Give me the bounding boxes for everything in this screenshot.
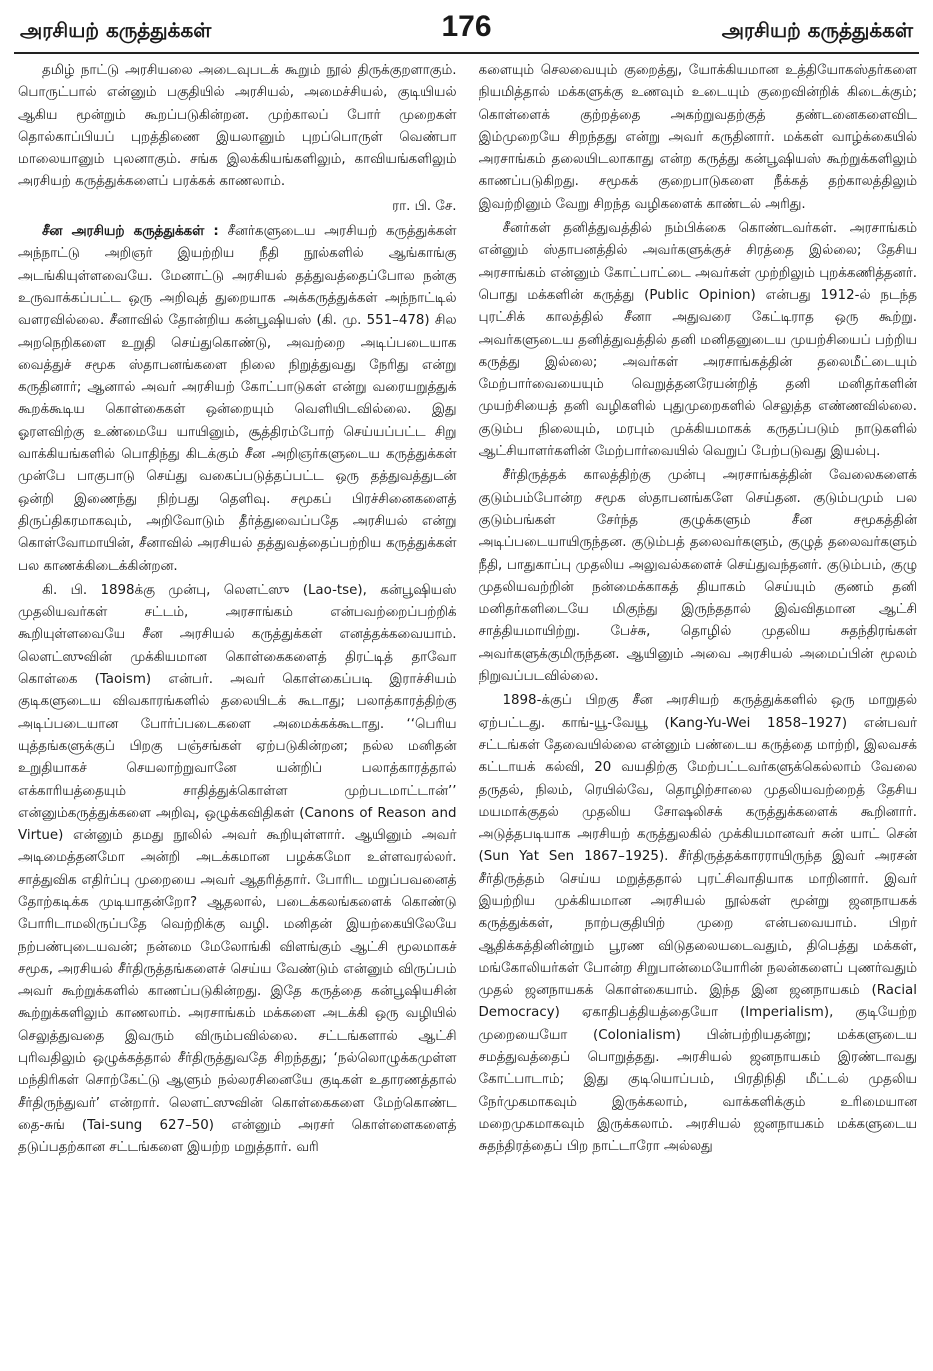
author-signature: ரா. பி. சே.: [392, 198, 457, 214]
section-title: சீன அரசியற் கருத்துக்கள் :: [42, 224, 219, 240]
text-columns: [18, 60, 917, 1365]
section-body: சீனர்களுடைய அரசியற் கருத்துக்கள் அந்நாட்டு அறிஞர் இயற்றிய நீதி நூல்களில் ஆங்காங்கு அடங்கியுள்ளவையே. மேனாட்டு அரசியல் தத்துவத்தைப்போல நன்கு உருவாக்கப்பட்ட ஒரு அறிவுத் துறையாக அக்கருத்துக்கள் அந்நாட்டில் வளரவில்லை. சீனாவில் தோன்றிய கன்பூஷியஸ் (கி. மு. 551–478) சில அறநெறிகளை உறுதி செய்துகொண்டு, அவற்றை அடிப்படையாக வைத்துச் சமூக ஸ்தாபனங்களை நிலை நிறுத்துவது நேரிது என்று கருதினார்; ஆனால் அவர் அரசியற் கோட்பாடுகள் என்று வரையறுத்துக் கூறக்கூடிய கொள்கைகள் ஒன்றையும் வெளியிடவில்லை. இது ஓரளவிற்கு உண்மையே யாயினும், சூத்திரம்போற் செய்யப்பட்ட சிறு வாக்கியங்களில் பொதிந்து கிடக்கும் சீன அறிஞர்களுடைய கருத்துக்கள் முன்பே பாகுபாடு செய்து வகைப்படுத்தப்பட்ட ஒரு தத்துவத்துடன் ஒன்றி இணைந்து நிற்பது தெளிவு. சமூகப் பிரச்சினைகளைத் திருப்திகரமாகவும், அறிவோடும் தீர்த்துவைப்பதே அரசியல் என்று கொள்வோமாயின், சீனாவில் அரசியல் தத்துவத்தைப்பற்றிய கருத்துக்கள் பல காணக்கிடைக்கின்றன.: [18, 224, 457, 574]
paragraph-individualism: சீனர்கள் தனித்துவத்தில் நம்பிக்கை கொண்டவர்கள். அரசாங்கம் என்னும் ஸ்தாபனத்தில் அவர்களுக்குச் சிரத்தை இல்லை; தேசிய அரசாங்கம் என்னும் கோட்பாட்டை அவர்கள் முற்றிலும் புறக்கணித்தனர். பொது மக்களின் கருத்து (Public Opinion) என்பது 1912-ல் நடந்த புரட்சிக் காலத்தில் சீனா அதுவரை கேட்டிராத ஒரு கூற்று. அவர்களுடைய தனித்துவத்தில் தனி மனிதனுடைய முயற்சியைப் பற்றிய கருத்து இல்லை; அவர்கள் அரசாங்கத்தின் தலைமீட்டையும் மேற்பார்வையையும் வெறுத்தனரேயன்றித் தனி மனிதர்களின் முயற்சியைத் தனி வழிகளில் புதுமுறைகளில் செலுத்த எண்ணவில்லை. குடும்ப நிலையும், மரபும் முக்கியமாகக் கருதப்படும் நாடுகளில் ஆட்சியாளர்களின் மேற்பார்வையில் வெறுப் பேற்படுவது இயல்பு.: [478, 221, 917, 460]
paragraph-after-1898: 1898-க்குப் பிறகு சீன அரசியற் கருத்துக்களில் ஒரு மாறுதல் ஏற்பட்டது. காங்-யூ-வேயூ (Kang-Yu-Wei 1858–1927) என்பவர் சட்டங்கள் தேவையில்லை என்னும் பண்டைய கருத்தை மாற்றி, இலவசக் கட்டாயக் கல்வி, 20 வயதிற்கு மேற்பட்டவர்களுக்கெல்லாம் வேலை தருதல், நிலம், ரெயில்வே, தொழிற்சாலை முதலியவற்றைத் தேசிய மயமாக்குதல் முதலிய சோஷலிசக் கருத்துக்களைக் கூறினார். அடுத்தபடியாக அரசியற் கருத்துலகில் முக்கியமானவர் சுன் யாட் சென் (Sun Yat Sen 1867–1925). சீர்திருத்தக்காரராயிருந்த இவர் அரசன் சீர்திருத்தம் செய்ய மறுத்ததால் புரட்சிவாதியாக மாறினார். இவர் இயற்றிய முக்கியமான அரசியல் நூல்கள் மூன்று ஜனநாயகக் கருத்துக்கள், நாற்பகுதியிற் முறை என்பவையாம். பிறர் ஆதிக்கத்தினின்றும் பூரண விடுதலையடைவதும், திபெத்து மக்கள், மங்கோலியர்கள் போன்ற சிறுபான்மையோரின் நலன்களைப் புணர்வதும் முதல் ஜனநாயகக் கொள்கையாம். இந்த இன ஜனநாயகம் (Racial Democracy) ஏகாதிபத்தியத்தையோ (Imperialism), குடியேற்ற முறையையோ (Colonialism) பின்பற்றியதன்று; மக்களுடைய சமத்துவத்தைப் பொறுத்தது. அரசியல் ஜனநாயகம் இரண்டாவது கோட்பாடாம்; இது குடியொப்பம், பிரதிநிதி மீட்டல் முதலிய நேர்முகமாகவும் இருக்கலாம், வாக்களிக்கும் உரிமையான மறைமுகமாகவும் இருக்கலாம். அரசியல் ஜனநாயகம் மக்களுடைய சுதந்திரத்தைப் பிற நாட்டாரோ அல்லது: [478, 693, 917, 1155]
intro-paragraph: தமிழ் நாட்டு அரசியலை அடைவுபடக் கூறும் நூல் திருக்குறளாகும். பொருட்பால் என்னும் பகுதியில் அரசியல், அமைச்சியல், குடியியல் ஆகிய மூன்றும் கூறப்படுகின்றன. முற்காலப் போர் முறைகள் தொல்காப்பியப் புறத்திணை இயலானும் புறப்பொருள் வெண்பா மாலையானும் புலனாகும். சங்க இலக்கியங்களிலும், காவியங்களிலும் அரசியற் கருத்துக்களைப் பரக்கக் காணலாம்.: [18, 63, 457, 190]
page-header: [14, 8, 919, 54]
right-column: [479, 60, 918, 1365]
paragraph-family-institutions: சீர்திருத்தக் காலத்திற்கு முன்பு அரசாங்கத்தின் வேலைகளைக் குடும்பம்போன்ற சமூக ஸ்தாபனங்களே செய்தன. குடும்பமும் பல குடும்பங்கள் சேர்ந்த குழுக்களும் சீன சமூகத்தின் அடிப்படையாயிருந்தன. குடும்பத் தலைவர்களும், குழுத் தலைவர்களும் நீதி, பாதுகாப்பு முதலிய அலுவல்களைச் செய்துவந்தனர். குடும்பம், குழு முதலியவற்றின் நன்மைக்காகத் தியாகம் செய்யும் குணம் தனி மனிதர்களிடையே மிகுந்து இருந்ததால் இவ்விதமான ஆட்சி சாத்தியமாயிற்று. பேச்சு, தொழில் முதலிய சுதந்திரங்கள் அவர்களுக்குமிருந்தன. ஆயினும் அவை அரசியல் அமைப்பின் மூலம் நிறுவப்படவில்லை.: [478, 468, 917, 685]
running-title-right: அரசியற் கருத்துக்கள்: [721, 18, 913, 42]
running-title-left: அரசியற் கருத்துக்கள்: [20, 18, 212, 42]
section-paragraph: [18, 221, 457, 578]
page-number: 176: [441, 10, 492, 43]
continued-paragraph: களையும் செலவையும் குறைத்து, யோக்கியமான உத்தியோகஸ்தர்களை நியமித்தால் மக்களுக்கு உணவும் உடையும் குறைவின்றிக் கிடைக்கும்; கொள்ளைக் குற்றத்தை அகற்றுவதற்குத் தண்டனைகளைவிட இம்முறையே சிறந்தது என்று அவர் கருதினார். மக்கள் வாழ்க்கையில் அரசாங்கம் தலையிடலாகாது என்ற கருத்து கன்பூஷியஸ் கூற்றுக்களிலும் காணப்படுகிறது. சமூகக் குறைபாடுகளை நீக்கத் தற்காலத்திலும் இவற்றினும் வேறு சிறந்த வழிகளைக் காண்டல் அரிது.: [478, 63, 917, 212]
paragraph-laotse: கி. பி. 1898க்கு முன்பு, லௌட்ஸு (Lao-tse), கன்பூஷியஸ் முதலியவர்கள் சட்டம், அரசாங்கம் என்பவற்றைப்பற்றிக் கூறியுள்ளவையே சீன அரசியல் கருத்துக்கள் எனத்தக்கவையாம். லௌட்ஸுவின் முக்கியமான கொள்கைகளைத் திரட்டித் தாவோ கொள்கை (Taoism) என்பர். அவர் கொள்கைப்படி இராச்சியம் குடிகளுடைய விவகாரங்களில் தலையிடக் கூடாது; பலாத்காரத்திற்கு அடிப்படையான போர்ப்படைகளை அமைக்கக்கூடாது. ‘‘பெரிய யுத்தங்களுக்குப் பிறகு பஞ்சங்கள் ஏற்படுகின்றன; நல்ல மனிதன் உறுதியாகச் செயலாற்றுவானே யன்றிப் பலாத்காரத்தால் எக்காரியத்தையும் சாதித்துக்கொள்ள முற்படமாட்டான்’’ என்னும்கருத்துக்களை அறிவு, ஒழுக்கவிதிகள் (Canons of Reason and Virtue) என்னும் தமது நூலில் அவர் கூறியுள்ளார். ஆயினும் அவர் அடிமைத்தனமோ அன்றி அடக்கமான பழக்கமோ உள்ளவரல்லர். சாத்துவிக எதிர்ப்பு முறையை அவர் ஆதரித்தார். போரிட மறுப்பவனைத் தோற்கடிக்க முடியாதன்றோ? ஆதலால், படைக்கலங்களைக் கொண்டு போரிடாமலிருப்பதே வெற்றிக்கு வழி. மனிதன் இயற்கையிலேயே நற்பண்புடையவன்; நன்மை மேலோங்கி விளங்கும் ஆட்சி மூலமாகச் சமூக, அரசியல் சீர்திருத்தங்களைச் செய்ய வேண்டும் என்னும் விருப்பம் அவர் கூற்றுக்களில் காணப்படுகின்றது. இதே கருத்தை கன்பூஷியசின் கூற்றுக்களிலும் காணலாம். அரசாங்கம் மக்களை அடக்கி ஒரு வழியில் செலுத்துவதை இவரும் விரும்பவில்லை. சட்டங்களால் ஆட்சி புரிவதிலும் ஒழுக்கத்தால் சீர்திருத்துவதே சிறந்தது; ‘நல்லொழுக்கமுள்ள மந்திரிகள் சொற்கேட்டு ஆளும் நல்லரசினையே குடிகள் உதாரணத்தால் சீர்திருந்துவர்’ என்றார். லௌட்ஸுவின் கொள்கைகளை மேற்கொண்ட தை-சுங் (Tai-sung 627–50) என்னும் அரசர் கொள்ளைகளைத் தடுப்பதற்கான சட்டங்களை இயற்ற மறுத்தார். வரி: [18, 582, 457, 1156]
left-column: [18, 60, 457, 1365]
